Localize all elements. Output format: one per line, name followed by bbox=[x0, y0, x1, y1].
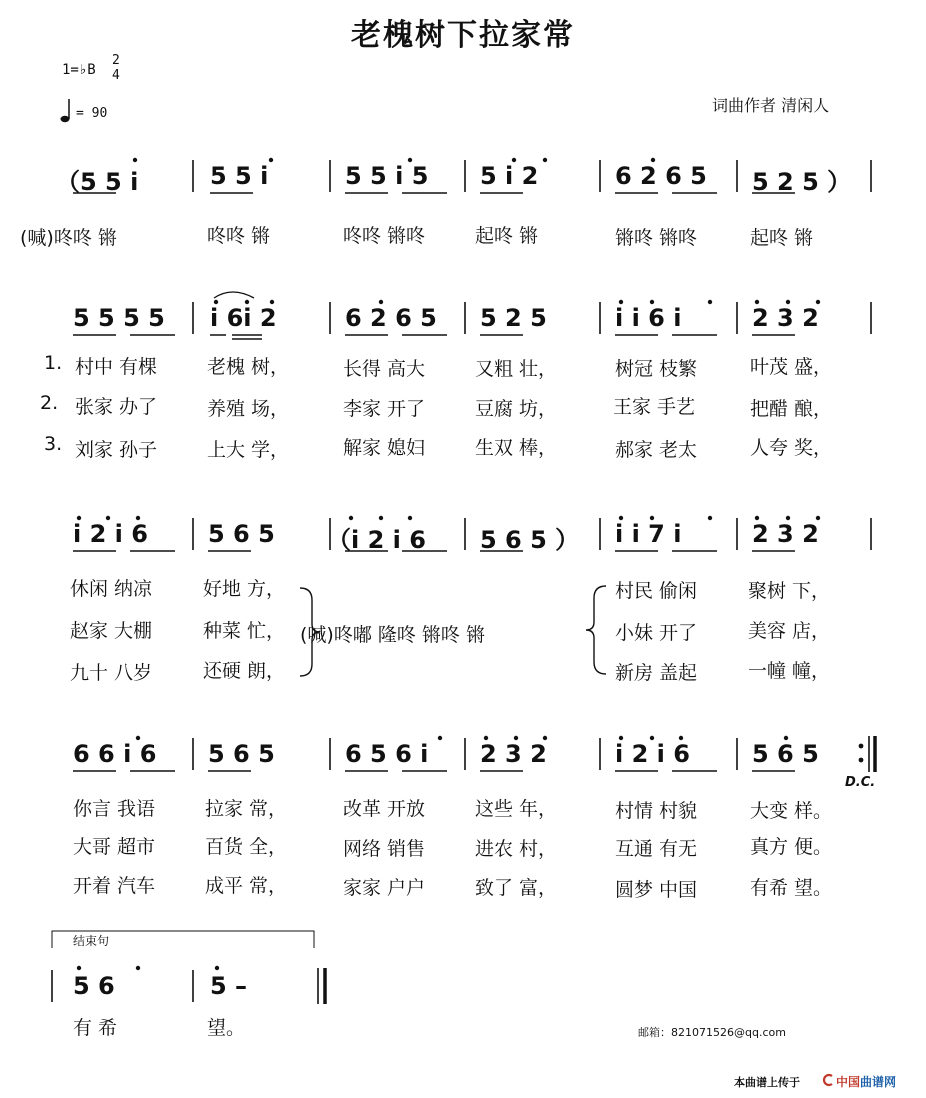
lyric: 聚树 下， bbox=[748, 580, 831, 602]
measure: i 6i 2 bbox=[210, 304, 277, 332]
lyric: 百货 全， bbox=[205, 836, 288, 858]
lyric: 真方 便。 bbox=[750, 836, 833, 858]
lyric: 老槐 树， bbox=[207, 356, 290, 378]
lyric: 树冠 枝繁 bbox=[615, 358, 698, 380]
measure: 5 i 2 bbox=[480, 162, 539, 190]
upload-text: 本曲谱上传于 bbox=[734, 1076, 800, 1089]
measure: 5 5 i bbox=[210, 162, 269, 190]
lyric: 种菜 忙， bbox=[203, 620, 286, 642]
lyric: 养殖 场， bbox=[207, 398, 290, 420]
time-signature-bottom: 4 bbox=[112, 68, 120, 83]
lyric: 生双 棒， bbox=[475, 437, 558, 459]
brand-part-b: 曲谱网 bbox=[860, 1075, 897, 1089]
lyric: 豆腐 坊， bbox=[475, 398, 558, 420]
lyric: 家家 户户 bbox=[343, 877, 426, 899]
lyric: 网络 销售 bbox=[343, 838, 426, 860]
author: 词曲作者 清闲人 bbox=[712, 96, 830, 115]
interlude-lyric: (喊)咚嘟 隆咚 锵咚 锵 bbox=[300, 624, 485, 646]
lyric: 赵家 大棚 bbox=[70, 620, 153, 642]
ending-label: 结束句 bbox=[73, 934, 110, 948]
lyric: 还硬 朗， bbox=[203, 660, 286, 682]
lyric: 互通 有无 bbox=[615, 838, 698, 860]
lyric: 有 希 bbox=[73, 1017, 118, 1039]
measure: 6 5 6 i bbox=[345, 740, 429, 768]
measure: 5 5 i 5 bbox=[345, 162, 429, 190]
measure: （5 5 i bbox=[56, 168, 139, 196]
lyric: 长得 高大 bbox=[343, 358, 426, 380]
lyric: 村情 村貌 bbox=[615, 800, 698, 822]
lyric: 咚咚 锵咚 bbox=[343, 225, 426, 247]
measure: 5 2 5 bbox=[480, 304, 547, 332]
measure: 5 6 bbox=[73, 972, 115, 1000]
lyric: 村民 偷闲 bbox=[615, 580, 698, 602]
measure: 6 6 i 6 bbox=[73, 740, 157, 768]
measure: 6 2 6 5 bbox=[345, 304, 437, 332]
lyric: 九十 八岁 bbox=[70, 662, 153, 684]
lyric: 郝家 老太 bbox=[615, 439, 698, 461]
lyric: 成平 常， bbox=[205, 875, 288, 897]
lyric: (喊)咚咚 锵 bbox=[20, 227, 117, 249]
measure: 2 3 2 bbox=[480, 740, 547, 768]
lyric: 致了 富， bbox=[475, 877, 558, 899]
da-capo-mark: D.C. bbox=[845, 775, 876, 790]
lyric: 开着 汽车 bbox=[73, 875, 156, 897]
lyric: 起咚 锵 bbox=[475, 225, 539, 247]
measure: （i 2 i 6 bbox=[327, 526, 426, 554]
measure: 2 3 2 bbox=[752, 520, 819, 548]
lyric: 大变 样。 bbox=[750, 800, 833, 822]
verse-number: 2. bbox=[40, 392, 59, 414]
lyric: 王家 手艺 bbox=[613, 396, 696, 418]
measure: 5 6 5 bbox=[752, 740, 819, 768]
measure: i 2 i 6 bbox=[73, 520, 148, 548]
brand-part-a: 中国 bbox=[836, 1075, 861, 1089]
lyric: 小妹 开了 bbox=[615, 622, 698, 644]
verse-number: 3. bbox=[44, 433, 63, 455]
lyric: 起咚 锵 bbox=[750, 227, 814, 249]
lyric: 美容 店， bbox=[748, 620, 831, 642]
contact-email: 邮箱：821071526@qq.com bbox=[638, 1026, 786, 1039]
lyric: 把醋 酿， bbox=[750, 398, 833, 420]
tempo: = 90 bbox=[76, 106, 108, 121]
lyric: 圆梦 中国 bbox=[615, 879, 698, 901]
measure: 5 6 5 bbox=[208, 520, 275, 548]
measure: 5 6 5 bbox=[208, 740, 275, 768]
lyric: 改革 开放 bbox=[343, 798, 426, 820]
measure: 6 2 6 5 bbox=[615, 162, 707, 190]
lyric: 解家 媳妇 bbox=[343, 437, 426, 459]
lyric: 新房 盖起 bbox=[615, 662, 698, 684]
measure: 5 5 5 5 bbox=[73, 304, 165, 332]
lyric: 你言 我语 bbox=[73, 798, 156, 820]
measure: 5 6 5 ） bbox=[480, 526, 580, 554]
lyric: 人夸 奖， bbox=[750, 437, 833, 459]
lyric: 进农 村， bbox=[475, 838, 558, 860]
lyric: 村中 有棵 bbox=[75, 356, 158, 378]
time-signature-top: 2 bbox=[112, 53, 120, 68]
lyric: 休闲 纳凉 bbox=[70, 578, 153, 600]
lyric: 李家 开了 bbox=[343, 398, 426, 420]
key-signature: 1=♭B bbox=[62, 62, 96, 78]
lyric: 锵咚 锵咚 bbox=[615, 227, 698, 249]
measure: 5 2 5 ） bbox=[752, 168, 852, 196]
lyric: 又粗 壮， bbox=[475, 358, 558, 380]
lyric: 拉家 常， bbox=[205, 798, 288, 820]
measure: i 2 i 6 bbox=[615, 740, 690, 768]
lyric: 望。 bbox=[207, 1017, 246, 1039]
verse-number: 1. bbox=[44, 352, 63, 374]
measure: 2 3 2 bbox=[752, 304, 819, 332]
lyric: 叶茂 盛， bbox=[750, 356, 833, 378]
lyric: 这些 年， bbox=[475, 798, 558, 820]
lyric: 有希 望。 bbox=[750, 877, 833, 899]
lyric: 好地 方， bbox=[203, 578, 286, 600]
measure: i i 7 i bbox=[615, 520, 682, 548]
lyric: 上大 学， bbox=[207, 439, 290, 461]
measure: i i 6 i bbox=[615, 304, 682, 332]
lyric: 刘家 孙子 bbox=[75, 439, 158, 461]
lyric: 张家 办了 bbox=[75, 396, 158, 418]
lyric: 大哥 超市 bbox=[73, 836, 156, 858]
lyric: 一幢 幢， bbox=[748, 660, 831, 682]
lyric: 咚咚 锵 bbox=[207, 225, 271, 247]
measure: 5 – bbox=[210, 972, 248, 1000]
page-title: 老槐树下拉家常 bbox=[351, 18, 575, 53]
